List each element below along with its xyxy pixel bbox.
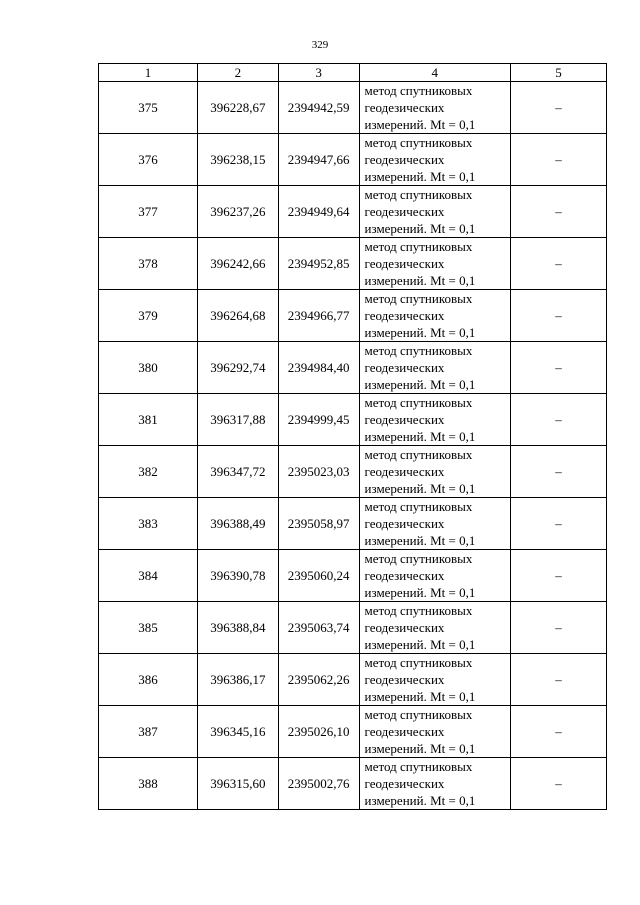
point-number-cell: 380 bbox=[99, 342, 198, 394]
point-number-cell: 386 bbox=[99, 654, 198, 706]
coordinate-x-cell: 396388,49 bbox=[197, 498, 278, 550]
method-line: метод спутниковых bbox=[364, 343, 473, 358]
method-line: метод спутниковых bbox=[364, 499, 473, 514]
note-cell: – bbox=[511, 186, 607, 238]
coordinate-y-cell: 2394999,45 bbox=[278, 394, 359, 446]
header-col-4: 4 bbox=[359, 64, 510, 82]
method-line: геодезических bbox=[364, 308, 445, 323]
header-row bbox=[99, 64, 607, 82]
note-cell: – bbox=[511, 550, 607, 602]
note-cell: – bbox=[511, 654, 607, 706]
method-line: измерений. Mt = 0,1 bbox=[364, 169, 476, 184]
header-col-5: 5 bbox=[511, 64, 607, 82]
note-cell: – bbox=[511, 758, 607, 810]
method-line: метод спутниковых bbox=[364, 707, 473, 722]
method-line: геодезических bbox=[364, 672, 445, 687]
method-cell bbox=[359, 706, 510, 758]
coordinate-x-cell: 396386,17 bbox=[197, 654, 278, 706]
coordinate-x-cell: 396347,72 bbox=[197, 446, 278, 498]
method-cell bbox=[359, 498, 510, 550]
page-number: 329 bbox=[311, 39, 329, 51]
coordinate-x-cell: 396228,67 bbox=[197, 82, 278, 134]
method-line: измерений. Mt = 0,1 bbox=[364, 429, 476, 444]
table-row bbox=[99, 238, 607, 290]
method-line: измерений. Mt = 0,1 bbox=[364, 117, 476, 132]
coordinate-y-cell: 2395060,24 bbox=[278, 550, 359, 602]
method-cell bbox=[359, 394, 510, 446]
coordinate-y-cell: 2395063,74 bbox=[278, 602, 359, 654]
coordinate-y-cell: 2395062,26 bbox=[278, 654, 359, 706]
table-row bbox=[99, 394, 607, 446]
coordinate-y-cell: 2394984,40 bbox=[278, 342, 359, 394]
point-number-cell: 388 bbox=[99, 758, 198, 810]
coordinate-y-cell: 2395023,03 bbox=[278, 446, 359, 498]
table-row bbox=[99, 758, 607, 810]
coordinate-x-cell: 396345,16 bbox=[197, 706, 278, 758]
coordinate-x-cell: 396315,60 bbox=[197, 758, 278, 810]
method-line: метод спутниковых bbox=[364, 135, 473, 150]
method-line: геодезических bbox=[364, 152, 445, 167]
point-number-cell: 377 bbox=[99, 186, 198, 238]
point-number-cell: 379 bbox=[99, 290, 198, 342]
method-cell bbox=[359, 446, 510, 498]
table-row bbox=[99, 706, 607, 758]
method-line: геодезических bbox=[364, 204, 445, 219]
point-number-cell: 375 bbox=[99, 82, 198, 134]
method-line: измерений. Mt = 0,1 bbox=[364, 585, 476, 600]
method-cell bbox=[359, 134, 510, 186]
table-row bbox=[99, 550, 607, 602]
coordinates-table bbox=[98, 63, 607, 810]
table-row bbox=[99, 498, 607, 550]
method-cell bbox=[359, 654, 510, 706]
method-line: геодезических bbox=[364, 776, 445, 791]
method-cell bbox=[359, 82, 510, 134]
coordinate-x-cell: 396242,66 bbox=[197, 238, 278, 290]
method-line: метод спутниковых bbox=[364, 655, 473, 670]
method-line: геодезических bbox=[364, 360, 445, 375]
point-number-cell: 381 bbox=[99, 394, 198, 446]
method-line: метод спутниковых bbox=[364, 395, 473, 410]
coordinate-y-cell: 2395058,97 bbox=[278, 498, 359, 550]
method-line: измерений. Mt = 0,1 bbox=[364, 221, 476, 236]
note-cell: – bbox=[511, 706, 607, 758]
header-col-3: 3 bbox=[278, 64, 359, 82]
point-number-cell: 383 bbox=[99, 498, 198, 550]
method-cell bbox=[359, 342, 510, 394]
method-line: геодезических bbox=[364, 412, 445, 427]
table-row bbox=[99, 342, 607, 394]
coordinate-y-cell: 2394952,85 bbox=[278, 238, 359, 290]
table-header bbox=[99, 64, 607, 82]
method-line: измерений. Mt = 0,1 bbox=[364, 533, 476, 548]
header-col-2: 2 bbox=[197, 64, 278, 82]
method-line: метод спутниковых bbox=[364, 83, 473, 98]
note-cell: – bbox=[511, 82, 607, 134]
method-line: измерений. Mt = 0,1 bbox=[364, 637, 476, 652]
method-line: геодезических bbox=[364, 516, 445, 531]
method-line: геодезических bbox=[364, 568, 445, 583]
header-col-1: 1 bbox=[99, 64, 198, 82]
coordinate-x-cell: 396264,68 bbox=[197, 290, 278, 342]
method-line: метод спутниковых bbox=[364, 603, 473, 618]
table-row bbox=[99, 134, 607, 186]
coordinate-y-cell: 2394942,59 bbox=[278, 82, 359, 134]
note-cell: – bbox=[511, 134, 607, 186]
coordinate-x-cell: 396390,78 bbox=[197, 550, 278, 602]
coordinate-y-cell: 2395026,10 bbox=[278, 706, 359, 758]
method-line: метод спутниковых bbox=[364, 291, 473, 306]
note-cell: – bbox=[511, 290, 607, 342]
method-cell bbox=[359, 238, 510, 290]
method-cell bbox=[359, 186, 510, 238]
method-line: измерений. Mt = 0,1 bbox=[364, 793, 476, 808]
method-line: геодезических bbox=[364, 100, 445, 115]
method-line: геодезических bbox=[364, 620, 445, 635]
table-row bbox=[99, 602, 607, 654]
note-cell: – bbox=[511, 394, 607, 446]
method-line: геодезических bbox=[364, 256, 445, 271]
point-number-cell: 378 bbox=[99, 238, 198, 290]
method-line: измерений. Mt = 0,1 bbox=[364, 377, 476, 392]
table-row bbox=[99, 446, 607, 498]
method-line: измерений. Mt = 0,1 bbox=[364, 741, 476, 756]
note-cell: – bbox=[511, 446, 607, 498]
table-row bbox=[99, 290, 607, 342]
coordinate-x-cell: 396388,84 bbox=[197, 602, 278, 654]
method-line: метод спутниковых bbox=[364, 187, 473, 202]
method-line: метод спутниковых bbox=[364, 551, 473, 566]
method-line: метод спутниковых bbox=[364, 759, 473, 774]
method-line: измерений. Mt = 0,1 bbox=[364, 325, 476, 340]
method-line: измерений. Mt = 0,1 bbox=[364, 481, 476, 496]
coordinate-y-cell: 2394966,77 bbox=[278, 290, 359, 342]
coordinate-y-cell: 2394949,64 bbox=[278, 186, 359, 238]
point-number-cell: 387 bbox=[99, 706, 198, 758]
coordinate-x-cell: 396292,74 bbox=[197, 342, 278, 394]
method-line: геодезических bbox=[364, 464, 445, 479]
coordinate-x-cell: 396237,26 bbox=[197, 186, 278, 238]
table-body bbox=[99, 82, 607, 810]
method-line: метод спутниковых bbox=[364, 447, 473, 462]
point-number-cell: 376 bbox=[99, 134, 198, 186]
note-cell: – bbox=[511, 342, 607, 394]
coordinate-x-cell: 396238,15 bbox=[197, 134, 278, 186]
note-cell: – bbox=[511, 498, 607, 550]
method-line: метод спутниковых bbox=[364, 239, 473, 254]
point-number-cell: 385 bbox=[99, 602, 198, 654]
method-cell bbox=[359, 758, 510, 810]
table-row bbox=[99, 654, 607, 706]
note-cell: – bbox=[511, 602, 607, 654]
method-cell bbox=[359, 550, 510, 602]
method-cell bbox=[359, 290, 510, 342]
coordinate-y-cell: 2395002,76 bbox=[278, 758, 359, 810]
coordinate-y-cell: 2394947,66 bbox=[278, 134, 359, 186]
method-cell bbox=[359, 602, 510, 654]
table-row bbox=[99, 82, 607, 134]
method-line: измерений. Mt = 0,1 bbox=[364, 273, 476, 288]
note-cell: – bbox=[511, 238, 607, 290]
table-row bbox=[99, 186, 607, 238]
coordinate-x-cell: 396317,88 bbox=[197, 394, 278, 446]
point-number-cell: 384 bbox=[99, 550, 198, 602]
point-number-cell: 382 bbox=[99, 446, 198, 498]
method-line: геодезических bbox=[364, 724, 445, 739]
method-line: измерений. Mt = 0,1 bbox=[364, 689, 476, 704]
